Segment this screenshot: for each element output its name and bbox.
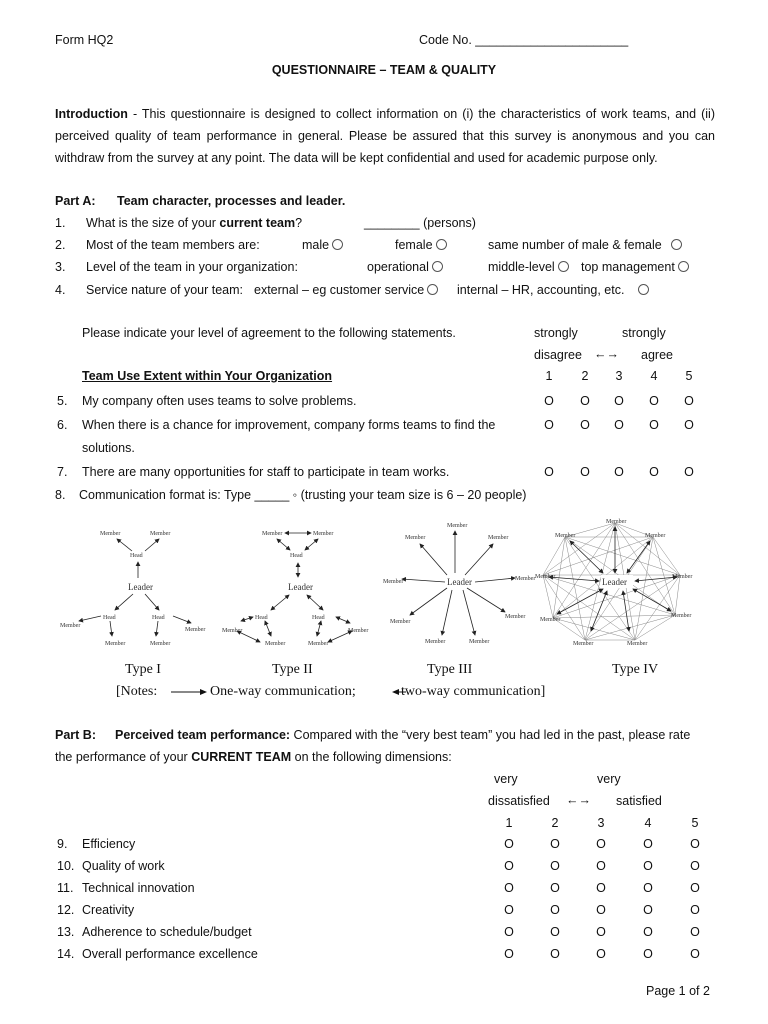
- scale-label-agree: agree: [641, 348, 673, 362]
- item-number: 10.: [57, 859, 75, 873]
- item-number: 9.: [57, 837, 68, 851]
- option-label: external – eg customer service: [254, 283, 425, 297]
- q3-text: Level of the team in your organization:: [86, 260, 298, 274]
- code-number-field[interactable]: Code No. ______________________: [419, 33, 629, 47]
- section-title: Team Use Extent within Your Organization: [82, 369, 333, 383]
- q2-option-same[interactable]: [488, 238, 682, 252]
- q2-option-male[interactable]: [302, 238, 343, 252]
- svg-text:Member: Member: [469, 639, 490, 645]
- scale-number: 2: [551, 816, 559, 830]
- option-label: internal – HR, accounting, etc.: [457, 283, 625, 297]
- rating-radio[interactable]: O: [614, 394, 624, 408]
- rating-radio[interactable]: O: [550, 881, 560, 895]
- svg-text:Member: Member: [672, 574, 693, 580]
- q1-post: ?: [295, 216, 303, 230]
- q3-option-middle[interactable]: [488, 260, 569, 274]
- item-text: When there is a chance for improvement, company forms teams to find the: [82, 418, 496, 432]
- rating-radio[interactable]: O: [614, 465, 624, 479]
- two-way-note: two-way communication]: [401, 684, 546, 699]
- rating-radio[interactable]: O: [504, 925, 514, 939]
- svg-text:Member: Member: [150, 641, 171, 647]
- q1-bold: current team: [219, 216, 296, 230]
- rating-radio[interactable]: O: [596, 947, 606, 961]
- item-text: Creativity: [82, 903, 135, 917]
- q1-number: 1.: [55, 216, 66, 230]
- rating-radio[interactable]: O: [690, 903, 700, 917]
- item-text: Efficiency: [82, 837, 136, 851]
- svg-text:Member: Member: [348, 628, 369, 634]
- scale-label-dissatisfied: dissatisfied: [488, 794, 550, 808]
- type-iv-diagram: [535, 519, 692, 647]
- scale-number: 3: [615, 369, 623, 383]
- radio-button[interactable]: [678, 261, 689, 272]
- intro-label: Introduction: [55, 107, 128, 121]
- q4-option-external[interactable]: [254, 283, 438, 297]
- part-b-line2-post: on the following dimensions:: [291, 750, 452, 764]
- rating-radio[interactable]: O: [596, 903, 606, 917]
- q4-option-internal[interactable]: [457, 283, 649, 297]
- option-label: operational: [367, 260, 429, 274]
- scale-number: 1: [545, 369, 553, 383]
- svg-text:Member: Member: [150, 531, 171, 537]
- part-b-intro: [55, 728, 690, 742]
- svg-text:Leader: Leader: [128, 582, 153, 592]
- svg-text:Member: Member: [390, 619, 411, 625]
- rating-radio[interactable]: O: [643, 903, 653, 917]
- q8-text[interactable]: Communication format is: Type _____ ◦ (trusting your team size is 6 – 20 people): [79, 488, 527, 502]
- form-id: Form HQ2: [55, 33, 114, 47]
- rating-radio[interactable]: O: [596, 859, 606, 873]
- item-text: Quality of work: [82, 859, 165, 873]
- rating-radio[interactable]: O: [550, 859, 560, 873]
- part-b-line2-bold: CURRENT TEAM: [191, 750, 292, 764]
- part-b-label: Part B:: [55, 728, 96, 742]
- svg-text:Leader: Leader: [288, 582, 313, 592]
- q2-number: 2.: [55, 238, 66, 252]
- item-number: 5.: [57, 394, 68, 408]
- item-text-continued: solutions.: [82, 441, 135, 455]
- svg-text:Member: Member: [425, 639, 446, 645]
- item-text: There are many opportunities for staff to participate in team works.: [82, 465, 450, 479]
- rating-radio[interactable]: O: [504, 859, 514, 873]
- rating-radio[interactable]: O: [690, 925, 700, 939]
- part-b-line2-pre: the performance of your: [55, 750, 192, 764]
- svg-text:Member: Member: [447, 523, 468, 529]
- type-ii-label: Type II: [272, 662, 313, 677]
- one-way-arrow-icon: [170, 686, 208, 698]
- svg-text:Head: Head: [255, 615, 268, 621]
- part-b-line2: [55, 750, 452, 764]
- svg-text:Head: Head: [312, 615, 325, 621]
- option-label: top management: [581, 260, 675, 274]
- item-text: Overall performance excellence: [82, 947, 258, 961]
- scale-label-satisfied: satisfied: [616, 794, 662, 808]
- svg-text:Member: Member: [540, 617, 561, 623]
- scale-number: 4: [644, 816, 652, 830]
- scale-number: 5: [691, 816, 699, 830]
- radio-button[interactable]: [332, 239, 343, 250]
- svg-text:Member: Member: [405, 535, 426, 541]
- radio-button[interactable]: [427, 284, 438, 295]
- svg-text:Head: Head: [152, 615, 165, 621]
- item-number: 13.: [57, 925, 75, 939]
- rating-radio[interactable]: O: [643, 947, 653, 961]
- svg-text:Member: Member: [505, 614, 526, 620]
- item-text: Adherence to schedule/budget: [82, 925, 252, 939]
- scale-number: 5: [685, 369, 693, 383]
- option-label: middle-level: [488, 260, 555, 274]
- scale-label: very: [597, 772, 621, 786]
- agreement-instruction: Please indicate your level of agreement to the following statements.: [82, 326, 456, 340]
- svg-text:Member: Member: [535, 574, 556, 580]
- type-i-label: Type I: [125, 662, 161, 677]
- scale-label: strongly: [534, 326, 578, 340]
- svg-text:Member: Member: [185, 627, 206, 633]
- rating-radio[interactable]: O: [643, 837, 653, 851]
- scale-label: very: [494, 772, 518, 786]
- option-label: female: [395, 238, 433, 252]
- q3-option-operational[interactable]: [367, 260, 443, 274]
- item-number: 11.: [57, 881, 74, 895]
- rating-radio[interactable]: O: [504, 881, 514, 895]
- part-a-title: Team character, processes and leader.: [117, 194, 346, 208]
- scale-label-disagree: disagree: [534, 348, 582, 362]
- option-label: male: [302, 238, 330, 252]
- scale-number: 2: [581, 369, 589, 383]
- rating-radio[interactable]: O: [596, 881, 606, 895]
- radio-button[interactable]: [671, 239, 682, 250]
- radio-button[interactable]: [432, 261, 443, 272]
- rating-radio[interactable]: O: [580, 394, 590, 408]
- rating-radio[interactable]: O: [544, 394, 554, 408]
- svg-text:Member: Member: [645, 533, 666, 539]
- intro-text: - This questionnaire is designed to collect information on (i) the characteristics of work teams, and (ii) perceived quality of team performance in general. Please be assured that this survey is anonymous and you can withdraw from the survey at any point. The data will be kept confidential and used for academic purpose only.: [55, 107, 715, 165]
- communication-diagrams: [55, 515, 715, 660]
- q4-number: 4.: [55, 283, 66, 297]
- svg-text:Leader: Leader: [447, 577, 472, 587]
- rating-radio[interactable]: O: [690, 881, 700, 895]
- item-number: 14.: [57, 947, 75, 961]
- rating-radio[interactable]: O: [649, 394, 659, 408]
- svg-text:Member: Member: [313, 531, 334, 537]
- q2-option-female[interactable]: [395, 238, 447, 252]
- svg-text:Member: Member: [265, 641, 286, 647]
- rating-radio[interactable]: O: [690, 947, 700, 961]
- item-text: My company often uses teams to solve problems.: [82, 394, 357, 408]
- part-a-label: Part A:: [55, 194, 96, 208]
- page-title: QUESTIONNAIRE – TEAM & QUALITY: [271, 63, 497, 77]
- svg-text:Member: Member: [100, 531, 121, 537]
- type-i-diagram: [60, 531, 205, 647]
- page-number: Page 1 of 2: [646, 984, 710, 998]
- rating-radio[interactable]: O: [684, 394, 694, 408]
- q2-text: Most of the team members are:: [86, 238, 260, 252]
- scale-label: strongly: [622, 326, 666, 340]
- type-iii-diagram: [383, 523, 535, 645]
- svg-text:Member: Member: [573, 641, 594, 647]
- q1-text: What is the size of your: [86, 216, 220, 230]
- item-number: 6.: [57, 418, 68, 432]
- team-size-field[interactable]: ________ (persons): [364, 216, 476, 230]
- introduction-paragraph: [55, 103, 715, 169]
- rating-radio[interactable]: O: [504, 903, 514, 917]
- svg-text:Leader: Leader: [602, 577, 627, 587]
- notes-label: [Notes:: [116, 684, 158, 699]
- item-text: Technical innovation: [82, 881, 195, 895]
- item-number: 12.: [57, 903, 75, 917]
- rating-radio[interactable]: O: [580, 418, 590, 432]
- rating-radio[interactable]: O: [649, 418, 659, 432]
- svg-text:Member: Member: [488, 535, 509, 541]
- rating-radio[interactable]: O: [684, 465, 694, 479]
- rating-radio[interactable]: O: [550, 837, 560, 851]
- rating-radio[interactable]: O: [614, 418, 624, 432]
- one-way-note: One-way communication;: [210, 684, 356, 699]
- svg-text:Member: Member: [383, 579, 404, 585]
- scale-number: 3: [597, 816, 605, 830]
- radio-button[interactable]: [436, 239, 447, 250]
- item-number: 7.: [57, 465, 68, 479]
- option-label: same number of male & female: [488, 238, 662, 252]
- scale-number: 4: [650, 369, 658, 383]
- rating-radio[interactable]: O: [550, 903, 560, 917]
- q3-number: 3.: [55, 260, 66, 274]
- rating-radio[interactable]: O: [643, 881, 653, 895]
- part-b-title: Perceived team performance:: [114, 728, 291, 742]
- q4-text: Service nature of your team:: [86, 283, 244, 297]
- svg-text:Head: Head: [103, 615, 116, 621]
- rating-radio[interactable]: O: [580, 465, 590, 479]
- rating-radio[interactable]: O: [550, 947, 560, 961]
- q1-question: [86, 216, 302, 230]
- svg-text:Member: Member: [515, 576, 536, 582]
- rating-radio[interactable]: O: [649, 465, 659, 479]
- rating-radio[interactable]: O: [690, 837, 700, 851]
- rating-radio[interactable]: O: [643, 925, 653, 939]
- type-iii-label: Type III: [427, 662, 473, 677]
- svg-text:Head: Head: [290, 553, 303, 559]
- rating-radio[interactable]: O: [544, 418, 554, 432]
- radio-button[interactable]: [558, 261, 569, 272]
- svg-text:Head: Head: [130, 553, 143, 559]
- scale-number: 1: [505, 816, 513, 830]
- rating-radio[interactable]: O: [643, 859, 653, 873]
- rating-radio[interactable]: O: [690, 859, 700, 873]
- type-iv-label: Type IV: [612, 662, 659, 677]
- svg-text:Member: Member: [105, 641, 126, 647]
- svg-text:Member: Member: [671, 613, 692, 619]
- rating-radio[interactable]: O: [544, 465, 554, 479]
- svg-text:Member: Member: [308, 641, 329, 647]
- rating-radio[interactable]: O: [550, 925, 560, 939]
- rating-radio[interactable]: O: [684, 418, 694, 432]
- svg-text:Member: Member: [555, 533, 576, 539]
- type-ii-diagram: [222, 531, 368, 647]
- radio-button[interactable]: [638, 284, 649, 295]
- scale-arrows: ←→: [594, 347, 619, 361]
- rating-radio[interactable]: O: [504, 837, 514, 851]
- scale-arrows: ←→: [566, 793, 591, 807]
- q3-option-top[interactable]: [581, 260, 689, 274]
- rating-radio[interactable]: O: [504, 947, 514, 961]
- svg-text:Member: Member: [606, 519, 627, 525]
- part-b-text: Compared with the “very best team” you had led in the past, please rate: [290, 728, 691, 742]
- svg-text:Member: Member: [627, 641, 648, 647]
- svg-text:Member: Member: [222, 628, 243, 634]
- rating-radio[interactable]: O: [596, 925, 606, 939]
- rating-radio[interactable]: O: [596, 837, 606, 851]
- q8-number: 8.: [55, 488, 66, 502]
- svg-text:Member: Member: [60, 623, 81, 629]
- svg-text:Member: Member: [262, 531, 283, 537]
